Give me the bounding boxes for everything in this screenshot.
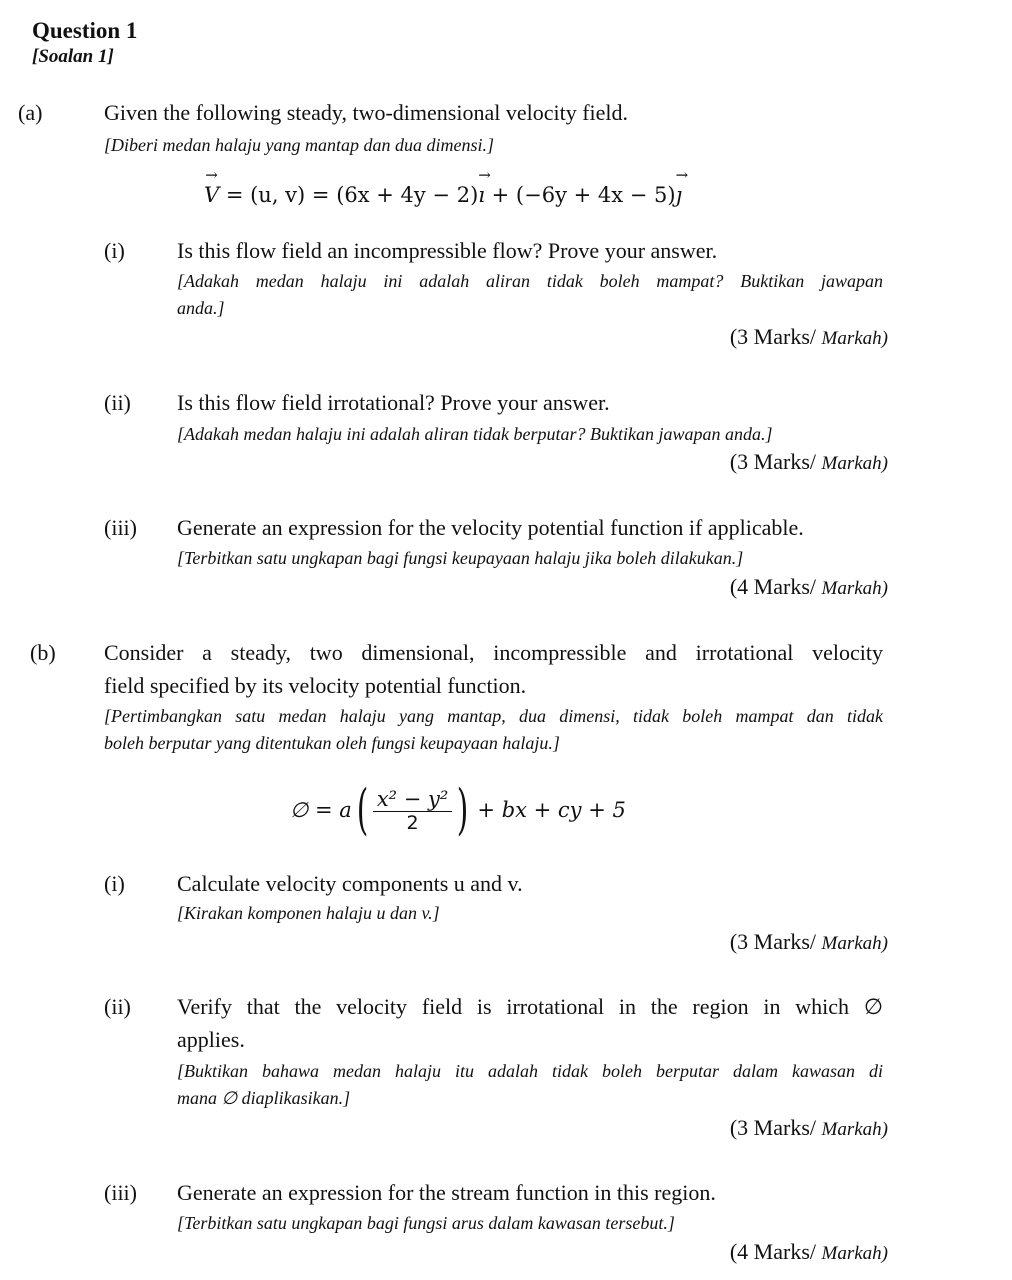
part-b-intro-malay-line1: [Pertimbangkan satu medan halaju yang mantap, dua dimensi, tidak boleh mampat dan tidak [104, 706, 883, 726]
equation-body: = (u, v) = (6x + 4y − 2) [219, 183, 479, 207]
right-paren: ) [457, 778, 469, 841]
part-a-item-1-malay-line1: [Adakah medan halaju ini adalah aliran tidak boleh mampat? Buktikan jawapan [177, 271, 883, 291]
equation-unit-i: → ı [478, 183, 485, 207]
part-a-label: (a) [18, 100, 43, 125]
question-title: Question 1 [32, 18, 138, 43]
part-a-item-2-label: (ii) [104, 390, 131, 415]
part-b-item-3-marks: (4 Marks/ Markah) [729, 1239, 888, 1264]
part-a-intro: Given the following steady, two-dimensional velocity field. [104, 100, 629, 125]
question-subtitle: [Soalan 1] [32, 46, 114, 67]
part-b-item-2-marks: (3 Marks/ Markah) [729, 1115, 888, 1140]
part-b-item-2-label: (ii) [104, 994, 131, 1019]
part-b-item-2-question-line2: applies. [177, 1027, 245, 1052]
fraction [373, 787, 453, 834]
part-b-item-1-marks: (3 Marks/ Markah) [729, 929, 888, 954]
velocity-potential-equation [290, 775, 626, 845]
part-a-item-2-marks: (3 Marks/ Markah) [729, 449, 888, 474]
part-b-item-3-malay: [Terbitkan satu ungkapan bagi fungsi arus dalam kawasan tersebut.] [177, 1213, 675, 1233]
fraction-numerator: x² − y² [373, 787, 453, 812]
part-a-item-1-malay-line2: anda.] [177, 298, 225, 318]
left-paren: ( [356, 778, 369, 841]
part-a-item-3-question: Generate an expression for the velocity potential function if applicable. [177, 515, 804, 540]
equation-unit-j: → ȷ [676, 183, 683, 207]
part-a-item-1-marks: (3 Marks/ Markah) [729, 324, 888, 349]
part-a-item-3-label: (iii) [104, 515, 137, 540]
equation-vector-v: → V [204, 183, 219, 207]
part-a-intro-malay: [Diberi medan halaju yang mantap dan dua dimensi.] [104, 135, 494, 155]
part-b-intro-malay-line2: boleh berputar yang ditentukan oleh fungsi keupayaan halaju.] [104, 733, 560, 753]
part-b-item-3-label: (iii) [104, 1180, 137, 1205]
velocity-field-equation [204, 183, 682, 207]
phi-rest: + bx + cy + 5 [477, 798, 626, 822]
part-a-item-3-marks: (4 Marks/ Markah) [729, 574, 888, 599]
part-a-item-2-malay: [Adakah medan halaju ini adalah aliran tidak berputar? Buktikan jawapan anda.] [177, 424, 773, 444]
part-a-item-1-label: (i) [104, 238, 125, 263]
phi-lhs: ∅ = a [290, 798, 352, 822]
fraction-denominator: 2 [406, 811, 419, 834]
part-b-intro-line1: Consider a steady, two dimensional, incompressible and irrotational velocity [104, 640, 883, 665]
part-b-intro-line2: field specified by its velocity potential function. [104, 673, 527, 698]
part-a-item-3-malay: [Terbitkan satu ungkapan bagi fungsi keupayaan halaju jika boleh dilakukan.] [177, 548, 744, 568]
part-b-item-2-question-line1: Verify that the velocity field is irrotational in the region in which ∅ [177, 994, 883, 1019]
equation-body-2: + (−6y + 4x − 5) [484, 183, 676, 207]
part-b-item-2-malay-line2: mana ∅ diaplikasikan.] [177, 1088, 351, 1108]
part-a-item-1-question: Is this flow field an incompressible flow? Prove your answer. [177, 238, 718, 263]
part-b-item-1-malay: [Kirakan komponen halaju u dan v.] [177, 903, 440, 923]
part-a-item-2-question: Is this flow field irrotational? Prove your answer. [177, 390, 610, 415]
part-b-item-2-malay-line1: [Buktikan bahawa medan halaju itu adalah tidak boleh berputar dalam kawasan di [177, 1061, 883, 1081]
part-b-item-1-question: Calculate velocity components u and v. [177, 871, 523, 896]
part-b-label: (b) [30, 640, 56, 665]
part-b-item-3-question: Generate an expression for the stream function in this region. [177, 1180, 716, 1205]
part-b-item-1-label: (i) [104, 871, 125, 896]
